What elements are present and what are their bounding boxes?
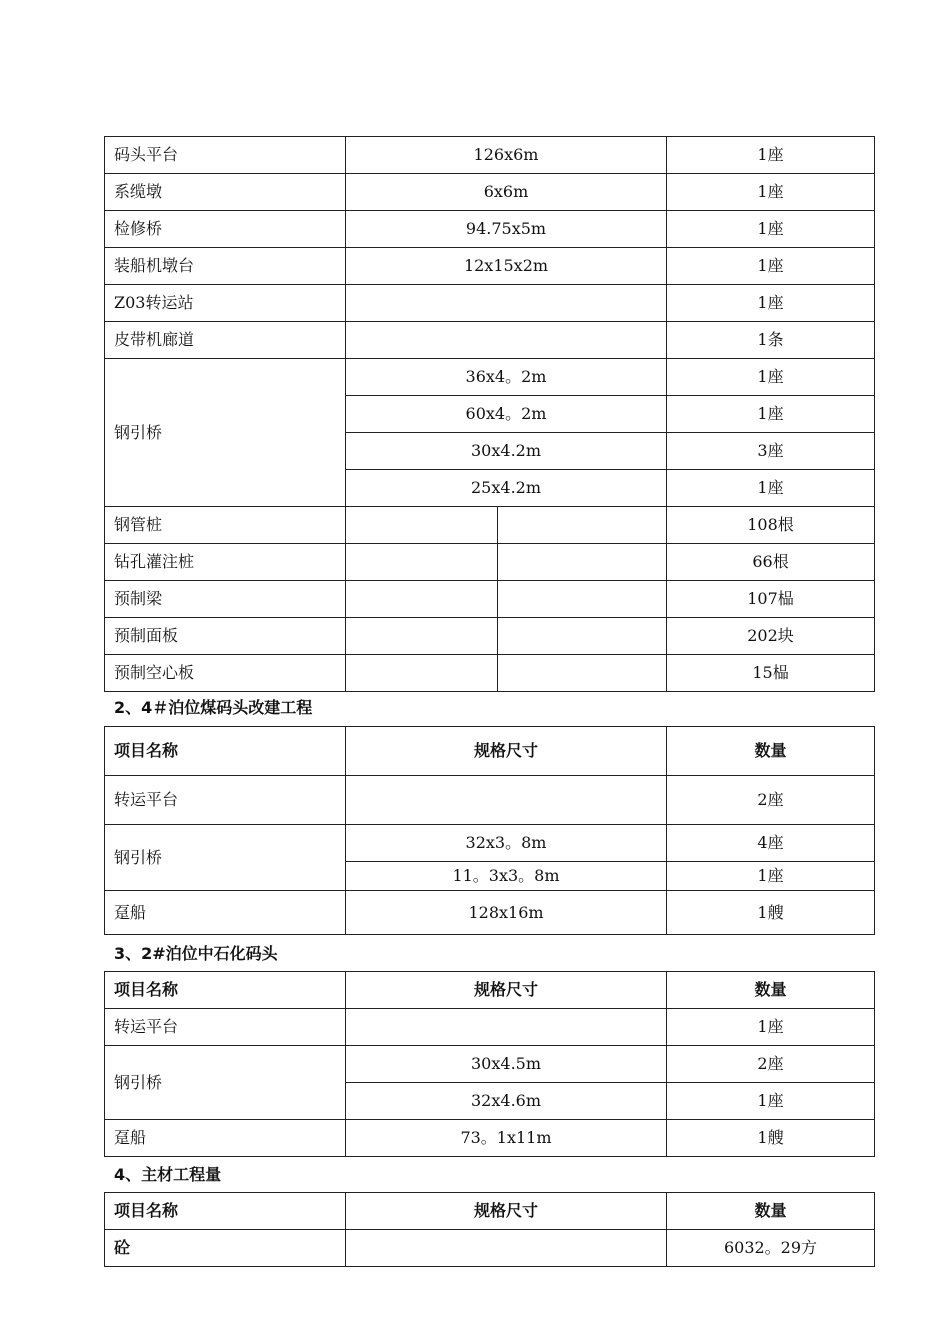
item-spec: 32x3。8m [346, 825, 667, 862]
item-qty: 1座 [667, 248, 875, 285]
item-qty: 6032。29方 [667, 1230, 875, 1267]
empty-cell [498, 581, 667, 618]
item-qty: 1座 [667, 470, 875, 507]
item-name: 趸船 [105, 891, 346, 935]
header-qty: 数量 [667, 972, 875, 1009]
item-qty: 1艘 [667, 1120, 875, 1157]
item-name: 砼 [105, 1230, 346, 1267]
header-spec: 规格尺寸 [346, 727, 667, 776]
item-qty: 1座 [667, 211, 875, 248]
empty-cell [346, 544, 498, 581]
item-name: 钢管桩 [105, 507, 346, 544]
item-qty: 1条 [667, 322, 875, 359]
item-qty: 2座 [667, 1046, 875, 1083]
table-row [105, 359, 875, 396]
item-qty: 1座 [667, 137, 875, 174]
item-spec: 73。1x11m [346, 1120, 667, 1157]
item-qty: 15榀 [667, 655, 875, 692]
header-name: 项目名称 [105, 727, 346, 776]
item-spec: 25x4.2m [346, 470, 667, 507]
header-qty: 数量 [667, 727, 875, 776]
item-spec [346, 1009, 667, 1046]
table-row [105, 618, 875, 655]
table-row [105, 1230, 875, 1267]
empty-cell [498, 618, 667, 655]
item-qty: 107榀 [667, 581, 875, 618]
table-row [105, 655, 875, 692]
table-row [105, 507, 875, 544]
empty-cell [498, 507, 667, 544]
item-spec: 126x6m [346, 137, 667, 174]
item-qty: 1座 [667, 1083, 875, 1120]
table-row [105, 1009, 875, 1046]
item-name: 检修桥 [105, 211, 346, 248]
section-heading: 4、主材工程量 [114, 1165, 222, 1184]
item-name: Z03转运站 [105, 285, 346, 322]
empty-cell [346, 581, 498, 618]
item-spec: 94.75x5m [346, 211, 667, 248]
quantity-table-1 [104, 136, 875, 692]
item-name: 转运平台 [105, 776, 346, 825]
empty-cell [346, 618, 498, 655]
item-spec: 30x4.2m [346, 433, 667, 470]
item-spec: 128x16m [346, 891, 667, 935]
item-spec [346, 322, 667, 359]
item-name: 装船机墩台 [105, 248, 346, 285]
item-spec: 32x4.6m [346, 1083, 667, 1120]
table-row [105, 891, 875, 935]
item-name: 钻孔灌注桩 [105, 544, 346, 581]
table-row [105, 825, 875, 862]
item-spec: 11。3x3。8m [346, 862, 667, 891]
item-name: 钢引桥 [105, 359, 346, 507]
header-spec: 规格尺寸 [346, 972, 667, 1009]
header-name: 项目名称 [105, 1193, 346, 1230]
item-qty: 1座 [667, 359, 875, 396]
header-qty: 数量 [667, 1193, 875, 1230]
table-row [105, 776, 875, 825]
item-name: 皮带机廊道 [105, 322, 346, 359]
item-qty: 4座 [667, 825, 875, 862]
item-qty: 1座 [667, 1009, 875, 1046]
table-row [105, 1120, 875, 1157]
quantity-table-4 [104, 1192, 875, 1267]
section-heading: 3、2#泊位中石化码头 [114, 944, 278, 963]
item-name: 转运平台 [105, 1009, 346, 1046]
item-spec [346, 776, 667, 825]
table-header-row [105, 727, 875, 776]
item-name: 预制空心板 [105, 655, 346, 692]
table-row [105, 211, 875, 248]
item-qty: 66根 [667, 544, 875, 581]
item-spec [346, 1230, 667, 1267]
quantity-table-2 [104, 726, 875, 935]
table-row [105, 285, 875, 322]
table-row [105, 544, 875, 581]
item-name: 趸船 [105, 1120, 346, 1157]
table-header-row [105, 972, 875, 1009]
table-row [105, 248, 875, 285]
item-spec: 36x4。2m [346, 359, 667, 396]
item-spec: 6x6m [346, 174, 667, 211]
empty-cell [346, 655, 498, 692]
header-name: 项目名称 [105, 972, 346, 1009]
table-row [105, 1046, 875, 1083]
item-name: 钢引桥 [105, 825, 346, 891]
item-qty: 1座 [667, 285, 875, 322]
item-qty: 1座 [667, 862, 875, 891]
table-row [105, 581, 875, 618]
item-qty: 1艘 [667, 891, 875, 935]
item-spec: 30x4.5m [346, 1046, 667, 1083]
item-spec: 12x15x2m [346, 248, 667, 285]
item-qty: 202块 [667, 618, 875, 655]
table-header-row [105, 1193, 875, 1230]
item-qty: 108根 [667, 507, 875, 544]
item-spec: 60x4。2m [346, 396, 667, 433]
table-row [105, 322, 875, 359]
item-qty: 2座 [667, 776, 875, 825]
item-name: 钢引桥 [105, 1046, 346, 1120]
item-name: 预制梁 [105, 581, 346, 618]
table-row [105, 137, 875, 174]
item-name: 预制面板 [105, 618, 346, 655]
section-heading: 2、4＃泊位煤码头改建工程 [114, 698, 313, 717]
item-qty: 1座 [667, 396, 875, 433]
item-spec [346, 285, 667, 322]
empty-cell [498, 655, 667, 692]
empty-cell [498, 544, 667, 581]
table-row [105, 174, 875, 211]
item-name: 系缆墩 [105, 174, 346, 211]
header-spec: 规格尺寸 [346, 1193, 667, 1230]
quantity-table-3 [104, 971, 875, 1157]
item-name: 码头平台 [105, 137, 346, 174]
item-qty: 1座 [667, 174, 875, 211]
item-qty: 3座 [667, 433, 875, 470]
empty-cell [346, 507, 498, 544]
